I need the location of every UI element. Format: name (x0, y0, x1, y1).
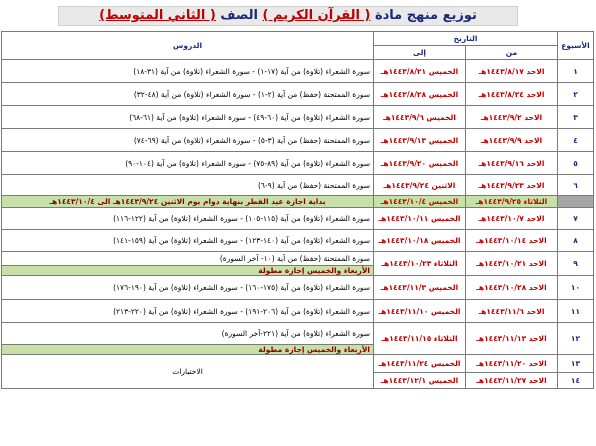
lesson-text: سورة الشعراء (تلاوة) من آية (١٤٠-١٢٣) - سورة الشعراء (تلاوة) من آية (١٥٩-١٤١) (2, 230, 374, 252)
week-number: ١٠ (558, 276, 594, 300)
holiday-text: بداية اجازة عيد الفطر بنهاية دوام يوم الاثنين ١٤٤٣/٩/٢٤هـ الى ١٤٤٣/١٠/٤هـ (2, 196, 374, 208)
lesson-text: سورة الشعراء (تلاوة) من آية (١٧٥-١٦٠) - سورة الشعراء (تلاوة) من آية (١٩٠-١٧٦) (2, 276, 374, 300)
date-from: الاحد ١٤٤٣/٨/١٧هـ (466, 60, 558, 83)
date-from: الاحد ١٤٤٣/١١/٢٧هـ (466, 373, 558, 389)
date-from: الاحد ١٤٤٣/٩/٢هـ (466, 106, 558, 129)
header-from: من (466, 46, 558, 60)
header-to: إلى (374, 46, 466, 60)
holiday-to: الخميس ١٤٤٣/١٠/٤هـ (374, 196, 466, 208)
date-to: الخميس ١٤٤٣/٨/٢١هـ (374, 60, 466, 83)
week-number: ١١ (558, 300, 594, 323)
date-to: الخميس ١٤٤٣/٩/٦هـ (374, 106, 466, 129)
date-to: الخميس ١٤٤٣/١١/٢٤هـ (374, 355, 466, 373)
lesson-text: سورة الممتحنة (حفظ) من آية (١٠- آخر السورة) (2, 252, 374, 266)
schedule-row (2, 252, 594, 266)
schedule-row (2, 83, 594, 106)
header-lessons: الدروس (2, 32, 374, 60)
title-prefix: توزيع منهج مادة (374, 8, 477, 23)
schedule-row (2, 276, 594, 300)
date-from: الاحد ١٤٤٣/٩/٩هـ (466, 129, 558, 152)
date-from: الاحد ١٤٤٣/١١/٦هـ (466, 300, 558, 323)
week-number: ٦ (558, 175, 594, 196)
schedule-row (2, 175, 594, 196)
date-to: الخميس ١٤٤٣/٩/١٣هـ (374, 129, 466, 152)
lesson-text: الاختبارات (2, 355, 374, 389)
date-to: الخميس ١٤٤٣/١١/١٠هـ (374, 300, 466, 323)
date-to: الخميس ١٤٤٣/١٠/١١هـ (374, 208, 466, 230)
date-from: الاحد ١٤٤٣/١١/١٣هـ (466, 323, 558, 355)
week-number: ١٢ (558, 323, 594, 355)
week-number: ٢ (558, 83, 594, 106)
holiday-row (2, 196, 594, 208)
title-grade: ( الثاني المتوسط) (99, 8, 216, 23)
date-to: الخميس ١٤٤٣/١٠/١٨هـ (374, 230, 466, 252)
date-from: الاحد ١٤٤٣/١٠/٧هـ (466, 208, 558, 230)
schedule-row (2, 208, 594, 230)
holiday-week-cell (558, 196, 594, 208)
schedule-row (2, 230, 594, 252)
holiday-note: الأربعاء والخميس إجازة مطولة (2, 345, 374, 355)
lesson-text: سورة الشعراء (تلاوة) من آية (٢٢١-آخر السورة) (2, 323, 374, 345)
header-date: التاريخ (374, 32, 558, 46)
week-number: ٨ (558, 230, 594, 252)
holiday-note: الأربعاء والخميس إجازة مطولة (2, 266, 374, 276)
week-number: ٩ (558, 252, 594, 276)
date-to: الخميس ١٤٤٣/٨/٢٨هـ (374, 83, 466, 106)
schedule-row (2, 355, 594, 373)
date-from: الاحد ١٤٤٣/١٠/١٤هـ (466, 230, 558, 252)
date-to: الخميس ١٤٤٣/٩/٢٠هـ (374, 152, 466, 175)
date-from: الاحد ١٤٤٣/١٠/٢١هـ (466, 252, 558, 276)
date-from: الاحد ١٤٤٣/١١/٢٠هـ (466, 355, 558, 373)
lesson-text: سورة الممتحنة (حفظ) من آية (٣-٥) - سورة الشعراء (تلاوة) من آية (٦٩-٧٤) (2, 129, 374, 152)
lesson-text: سورة الشعراء (تلاوة) من آية (١١٥-١٠٥) - سورة الشعراء (تلاوة) من آية (١٢٢-١١٦) (2, 208, 374, 230)
date-from: الاحد ١٤٤٣/١٠/٢٨هـ (466, 276, 558, 300)
lesson-text: سورة الشعراء (تلاوة) من آية (١٧-١) - سورة الشعراء (تلاوة) من آية (٣١-١٨) (2, 60, 374, 83)
schedule-row (2, 300, 594, 323)
schedule-row (2, 129, 594, 152)
lesson-text: سورة الشعراء (تلاوة) من آية (٢٠٦-١٩١) - سورة الشعراء (تلاوة) من آية (٢٢٠-٢١٣) (2, 300, 374, 323)
date-to: الثلاثاء ١٤٤٣/١١/١٥هـ (374, 323, 466, 355)
document-title (58, 6, 518, 26)
week-number: ٤ (558, 129, 594, 152)
date-from: الاحد ١٤٤٣/٩/١٦هـ (466, 152, 558, 175)
lesson-text: سورة الشعراء (تلاوة) من آية (٦٠-٤٩) - سورة الشعراء (تلاوة) من آية (٦١-٦٨) (2, 106, 374, 129)
week-number: ٣ (558, 106, 594, 129)
date-to: الاثنين ١٤٤٣/٩/٢٤هـ (374, 175, 466, 196)
date-to: الخميس ١٤٤٣/١٢/١هـ (374, 373, 466, 389)
schedule-row (2, 152, 594, 175)
schedule-row (2, 60, 594, 83)
week-number: ١٣ (558, 355, 594, 373)
title-subject: ( القرآن الكريم ) (262, 8, 371, 23)
header-week: الأسبوع (558, 32, 594, 60)
lesson-text: سورة الممتحنة (حفظ) من آية (٢-١) - سورة الشعراء (تلاوة) من آية (٤٨-٣٢) (2, 83, 374, 106)
week-number: ٧ (558, 208, 594, 230)
schedule-row (2, 323, 594, 345)
week-number: ١ (558, 60, 594, 83)
date-from: الاحد ١٤٤٣/٨/٢٤هـ (466, 83, 558, 106)
week-number: ٥ (558, 152, 594, 175)
lesson-text: سورة الشعراء (تلاوة) من آية (٨٩-٧٥) - سورة الشعراء (تلاوة) من آية (١٠٤-٩٠) (2, 152, 374, 175)
date-to: الثلاثاء ١٤٤٣/١٠/٢٣هـ (374, 252, 466, 276)
schedule-table (1, 31, 594, 389)
week-number: ١٤ (558, 373, 594, 389)
date-from: الاحد ١٤٤٣/٩/٢٣هـ (466, 175, 558, 196)
date-to: الخميس ١٤٤٣/١١/٣هـ (374, 276, 466, 300)
lesson-text: سورة الممتحنة (حفظ) من آية (٩-٦) (2, 175, 374, 196)
title-class-label: الصف (220, 8, 259, 23)
holiday-from: الثلاثاء ١٤٤٣/٩/٢٥هـ (466, 196, 558, 208)
schedule-row (2, 106, 594, 129)
